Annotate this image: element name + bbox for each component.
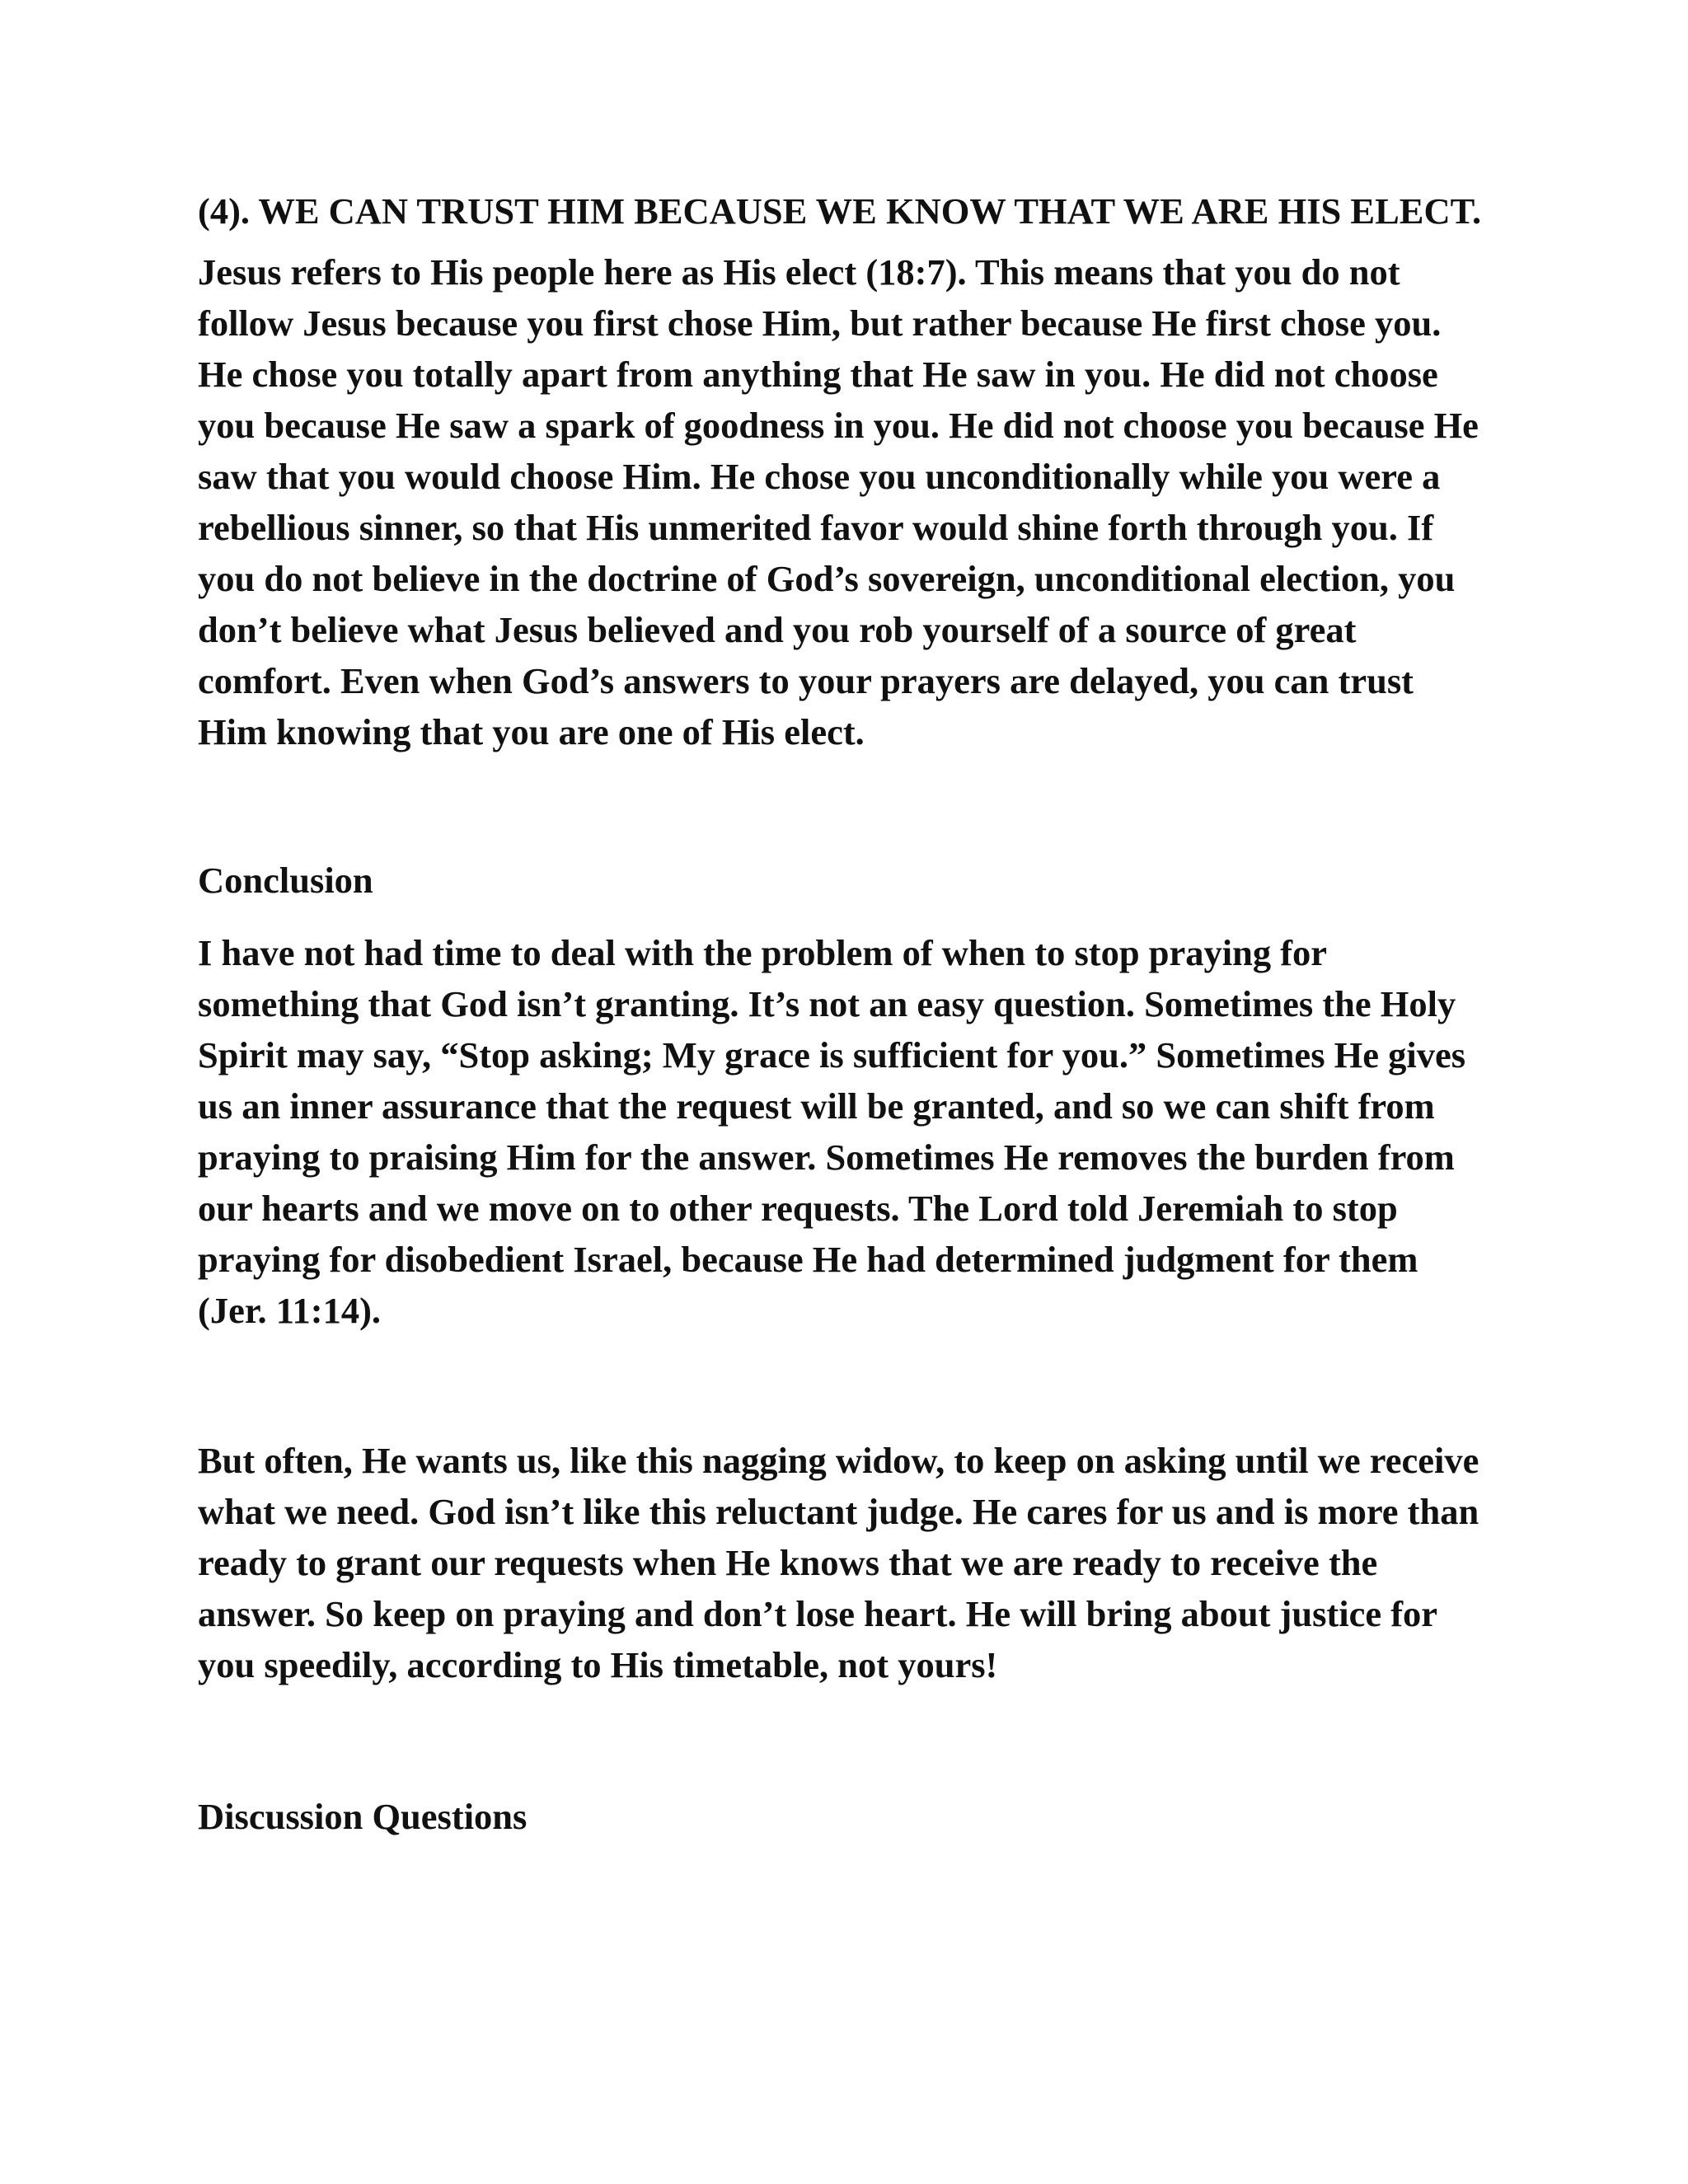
paragraph-conclusion-2: But often, He wants us, like this nagging widow, to keep on asking until we receive what we need. God isn’t like this reluctant judge. He cares for us and is more than ready to grant our requests when He knows that we are ready to receive the answer. So keep on praying and don’t lose heart. He will bring about justice for you speedily, according to His timetable, not yours! (198, 1440, 1479, 1685)
section-heading-point-4: (4). WE CAN TRUST HIM BECAUSE WE KNOW THAT WE ARE HIS ELECT. (198, 190, 1482, 232)
document-body (198, 185, 1492, 1863)
paragraph-elect: Jesus refers to His people here as His elect (18:7). This means that you do not follow Jesus because you first chose Him, but rather because He first chose you. He chose you totally apart from anything that He saw in you. He did not choose you because He saw a spark of goodness in you. He did not choose you because He saw that you would choose Him. He chose you unconditionally while you were a rebellious sinner, so that His unmerited favor would shine forth through you. If you do not believe in the doctrine of God’s sovereign, unconditional election, you don’t believe what Jesus believed and you rob yourself of a source of great comfort. Even when God’s answers to your prayers are delayed, you can trust Him knowing that you are one of His elect. (198, 251, 1479, 752)
conclusion-heading: Conclusion (198, 860, 373, 901)
paragraph-conclusion-1: I have not had time to deal with the problem of when to stop praying for something that God isn’t granting. It’s not an easy question. Sometimes the Holy Spirit may say, “Stop asking; My grace is sufficient for you.” Sometimes He gives us an inner assurance that the request will be granted, and so we can shift from praying to praising Him for the answer. Sometimes He removes the burden from our hearts and we move on to other requests. The Lord told Jeremiah to stop praying for disobedient Israel, because He had determined judgment for them (Jer. 11:14). (198, 932, 1466, 1331)
discussion-questions-heading: Discussion Questions (198, 1796, 528, 1837)
